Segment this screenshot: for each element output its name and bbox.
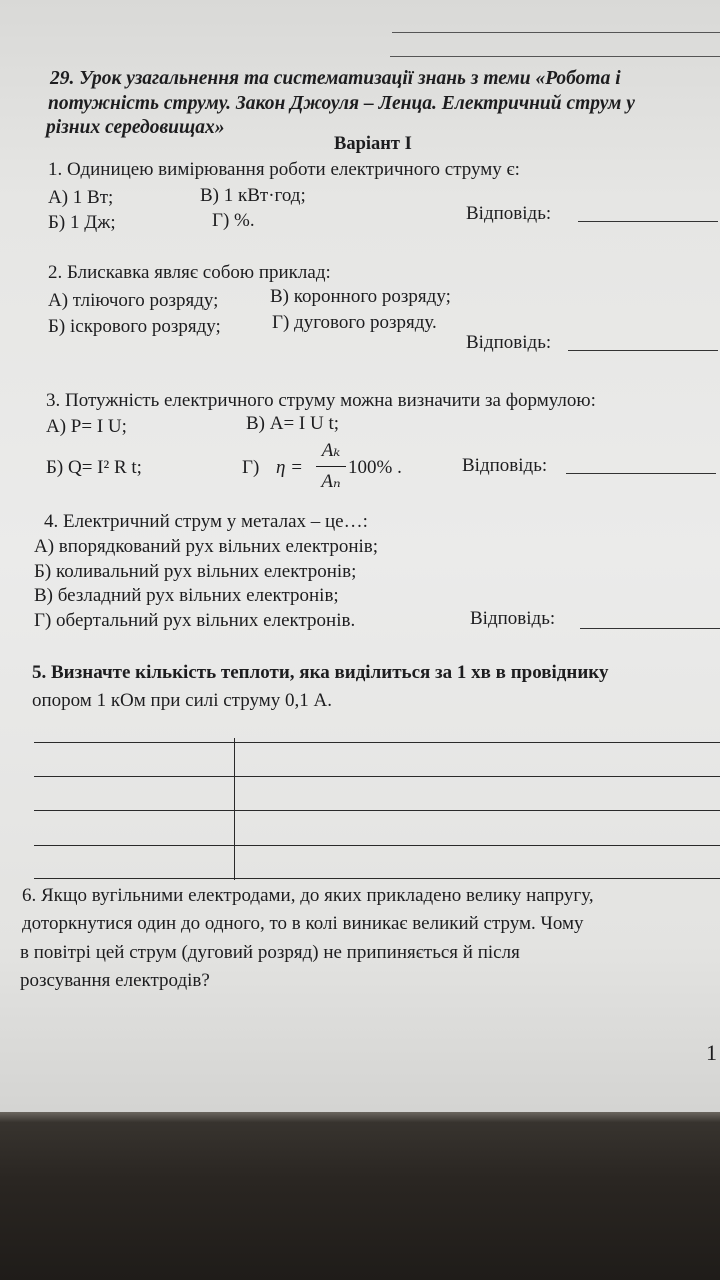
question-5-text: 5. Визначте кількість теплоти, яка виділиться за 1 хв в провіднику bbox=[32, 662, 609, 683]
question-3-option-a: А) P= I U; bbox=[46, 416, 127, 437]
question-4-option-b: Б) коливальний рух вільних електронів; bbox=[34, 561, 357, 582]
page-stack-edge bbox=[0, 1112, 720, 1122]
question-3-answer-label: Відповідь: bbox=[462, 455, 548, 476]
question-1-answer-field[interactable] bbox=[578, 221, 718, 222]
question-1-text: 1. Одиницею вимірювання роботи електричного струму є: bbox=[48, 159, 520, 180]
question-2-text: 2. Блискавка являє собою приклад: bbox=[48, 262, 331, 283]
question-4-option-g: Г) обертальний рух вільних електронів. bbox=[34, 610, 356, 631]
question-4-answer-label: Відповідь: bbox=[470, 608, 556, 629]
question-4-option-a: А) впорядкований рух вільних електронів; bbox=[34, 536, 379, 557]
question-1-option-v: В) 1 кВт·год; bbox=[200, 185, 306, 206]
name-line bbox=[392, 32, 720, 33]
question-6-line-3: в повітрі цей струм (дуговий розряд) не припиняється й після bbox=[20, 942, 520, 963]
table-row-line bbox=[34, 845, 720, 846]
question-2-option-a: А) тліючого розряду; bbox=[48, 290, 219, 311]
question-5-line-2: опором 1 кОм при силі струму 0,1 А. bbox=[32, 690, 332, 711]
table-column-divider bbox=[234, 738, 235, 880]
variant-heading: Варіант І bbox=[334, 134, 412, 154]
question-4-option-v: В) безладний рух вільних електронів; bbox=[34, 585, 339, 606]
question-4-text: 4. Електричний струм у металах – це…: bbox=[44, 511, 368, 532]
question-3-option-v: В) A= I U t; bbox=[246, 413, 340, 434]
formula-tail: 100% . bbox=[348, 457, 402, 478]
question-2-answer-label: Відповідь: bbox=[466, 332, 552, 353]
question-2-option-v: В) коронного розряду; bbox=[270, 286, 451, 307]
table-row-line bbox=[34, 742, 720, 743]
question-3-option-b: Б) Q= I² R t; bbox=[46, 457, 142, 478]
lesson-title-line-3: різних середовищах» bbox=[46, 117, 225, 138]
question-3-option-g: Г) bbox=[242, 457, 260, 478]
question-6-line-4: розсування електродів? bbox=[20, 970, 210, 991]
lesson-title-line-2: потужність струму. Закон Джоуля – Ленца. Електричний струм у bbox=[48, 93, 635, 114]
table-surface bbox=[0, 1112, 720, 1280]
question-2-option-b: Б) іскрового розряду; bbox=[48, 316, 221, 337]
question-4-answer-field[interactable] bbox=[580, 628, 720, 629]
question-2-answer-field[interactable] bbox=[568, 350, 718, 351]
question-3-answer-field[interactable] bbox=[566, 473, 716, 474]
table-row-line bbox=[34, 810, 720, 811]
formula-eta: η = bbox=[276, 457, 303, 478]
question-3-text: 3. Потужність електричного струму можна визначити за формулою: bbox=[46, 390, 596, 411]
formula-fraction-bar bbox=[316, 466, 346, 467]
question-5-line-1 bbox=[32, 662, 720, 684]
question-6-line-2: доторкнутися один до одного, то в колі виникає великий струм. Чому bbox=[22, 913, 584, 934]
table-row-line bbox=[34, 776, 720, 777]
question-1-option-a: А) 1 Вт; bbox=[48, 187, 114, 208]
formula-denominator: Aₙ bbox=[321, 471, 341, 492]
lesson-title-line-1: 29. Урок узагальнення та систематизації знань з теми «Робота і bbox=[50, 68, 621, 89]
question-1-option-g: Г) %. bbox=[212, 210, 255, 231]
formula-numerator: Aₖ bbox=[321, 440, 341, 461]
question-2-option-g: Г) дугового розряду. bbox=[272, 312, 437, 333]
page-number: 1 bbox=[706, 1040, 717, 1065]
question-1-answer-label: Відповідь: bbox=[466, 203, 552, 224]
table-row-line bbox=[34, 878, 720, 879]
name-line bbox=[390, 56, 720, 57]
question-6-line-1: 6. Якщо вугільними електродами, до яких прикладено велику напругу, bbox=[22, 885, 594, 906]
question-1-option-b: Б) 1 Дж; bbox=[48, 212, 116, 233]
